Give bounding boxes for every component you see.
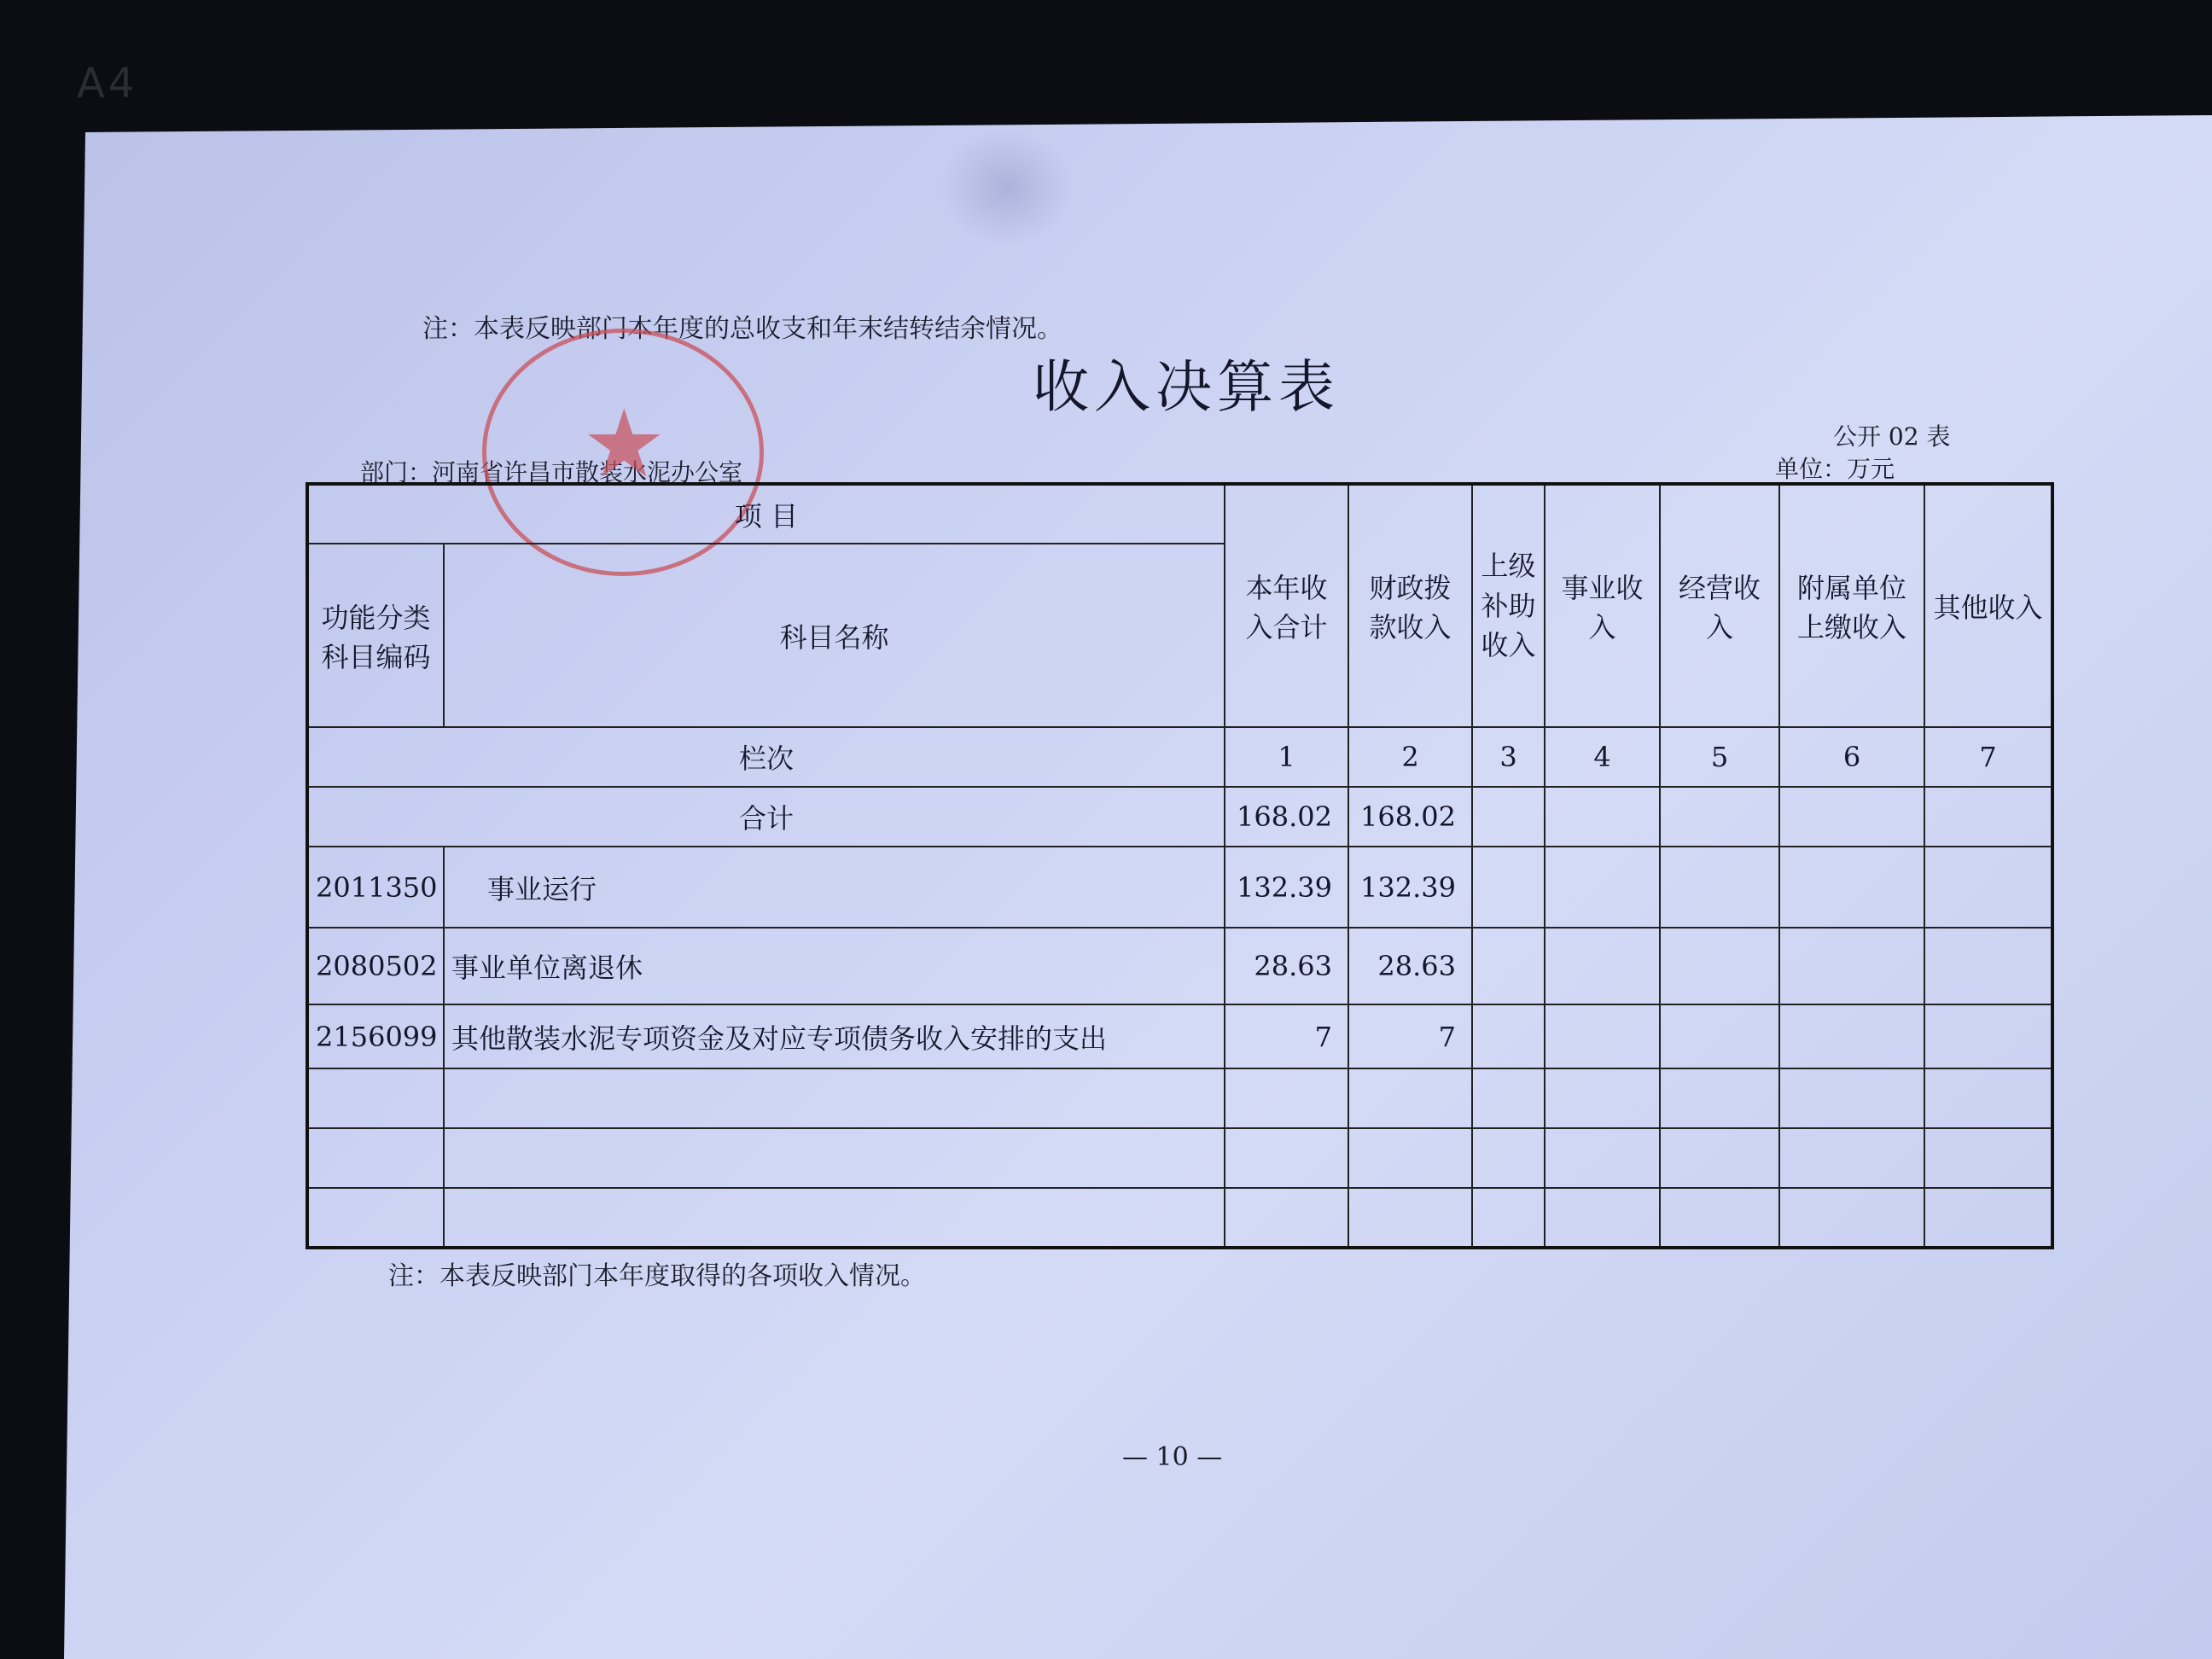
column-number: 7 [1924,727,2052,787]
col-header-7: 其他收入 [1924,484,2052,727]
row-code: 2080502 [307,928,444,1004]
col-header-6: 附属单位上缴收入 [1779,484,1924,727]
row-value: 132.39 [1225,847,1348,928]
col-header-3: 上级补助收入 [1472,484,1545,727]
form-code: 公开 02 表 [1833,422,1951,451]
column-number: 3 [1472,727,1545,787]
col-header-2: 财政拨款收入 [1348,484,1472,727]
row-value [1924,847,2052,928]
column-number: 4 [1545,727,1660,787]
paper-crease [939,128,1075,247]
header-item: 项 目 [307,484,1225,544]
total-label: 合计 [307,787,1225,847]
total-value [1924,787,2052,847]
total-value [1660,787,1779,847]
empty-row [307,1188,2052,1248]
col-header-4: 事业收入 [1545,484,1660,727]
row-name: 事业运行 [444,847,1225,928]
row-value: 28.63 [1348,928,1472,1004]
row-value [1779,928,1924,1004]
row-value [1924,928,2052,1004]
column-number-row [307,727,2052,787]
col-header-5: 经营收入 [1660,484,1779,727]
row-value [1660,847,1779,928]
row-value [1779,1004,1924,1068]
column-number: 1 [1225,727,1348,787]
row-value: 132.39 [1348,847,1472,928]
row-value [1779,847,1924,928]
column-number: 2 [1348,727,1472,787]
header-name: 科目名称 [444,544,1225,727]
table-row [307,847,2052,928]
page-number: — 10 — [1122,1442,1223,1472]
seal-star-icon: ★ [582,389,667,498]
unit-label: 单位：万元 [1775,455,1895,483]
empty-row [307,1128,2052,1188]
column-number-label: 栏次 [307,727,1225,787]
row-name: 事业单位离退休 [444,928,1225,1004]
row-code: 2011350 [307,847,444,928]
corner-mark: A4 [77,60,138,108]
table-row [307,928,2052,1004]
column-number: 6 [1779,727,1924,787]
column-number: 5 [1660,727,1779,787]
row-value [1660,1004,1779,1068]
row-value [1472,928,1545,1004]
row-code: 2156099 [307,1004,444,1068]
page-title: 收入决算表 [1033,354,1340,420]
total-value [1779,787,1924,847]
row-value: 28.63 [1225,928,1348,1004]
header-code: 功能分类科目编码 [307,544,444,727]
row-value [1545,928,1660,1004]
total-row [307,787,2052,847]
empty-row [307,1068,2052,1128]
row-name: 其他散装水泥专项资金及对应专项债务收入安排的支出 [444,1004,1225,1068]
bottom-note: 注：本表反映部门本年度取得的各项收入情况。 [388,1261,926,1291]
row-value [1660,928,1779,1004]
top-note: 注：本表反映部门本年度的总收支和年末结转结余情况。 [422,314,1062,344]
col-header-1: 本年收入合计 [1225,484,1348,727]
department-label: 部门：河南省许昌市散装水泥办公室 [360,458,743,486]
row-value [1545,847,1660,928]
total-value [1545,787,1660,847]
row-value [1924,1004,2052,1068]
table-row [307,1004,2052,1068]
row-value [1545,1004,1660,1068]
row-value: 7 [1348,1004,1472,1068]
income-table [306,482,2054,1249]
row-value: 7 [1225,1004,1348,1068]
total-value [1472,787,1545,847]
row-value [1472,1004,1545,1068]
row-value [1472,847,1545,928]
total-value: 168.02 [1348,787,1472,847]
total-value: 168.02 [1225,787,1348,847]
